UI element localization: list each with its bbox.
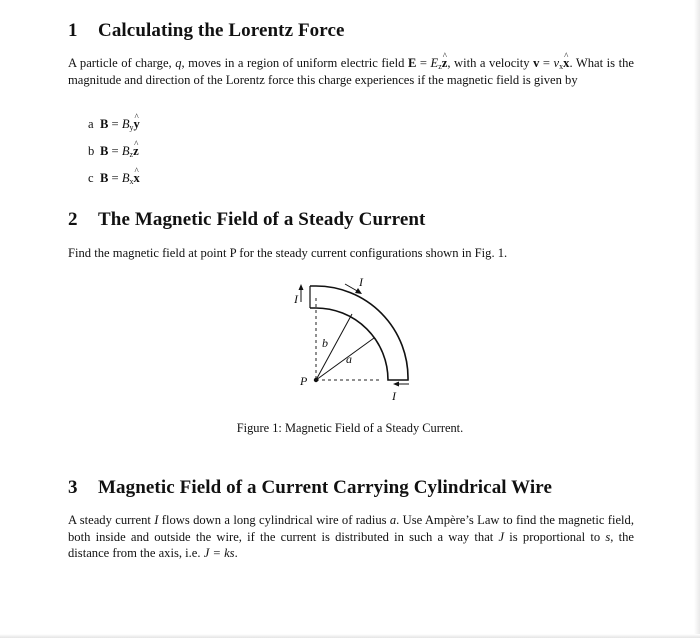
section-number: 1 xyxy=(68,20,78,41)
section-3-paragraph: A steady current I flows down a long cylindrical wire of radius a. Use Ampère’s Law to find the magnetic field, both inside and outside the wire, if the current is distributed in such a way that J is proportional to s, the distance from the axis, i.e. J = ks. xyxy=(68,513,635,560)
section-2-heading xyxy=(68,209,425,231)
section-2-paragraph: Find the magnetic field at point P for the steady current configurations shown in Fig. 1. xyxy=(68,246,508,260)
wire-loop xyxy=(310,286,408,380)
label-I-bottom: I xyxy=(392,389,396,403)
label-I-top: I xyxy=(359,276,363,289)
section-title: Magnetic Field of a Current Carrying Cylindrical Wire xyxy=(98,477,553,498)
point-p xyxy=(314,378,318,382)
page-edge-shadow xyxy=(694,0,700,638)
subquestion-a: a $B = B_yy$ ^ xyxy=(88,116,140,132)
section-1-paragraph: A particle of charge, q, moves in a region of uniform electric field $E = E_zz$ ^, with a velocity $v = v_xx$ ^. What is the magnitude and direction of the Lorentz force this charge experiences if the magnetic field is given by xyxy=(68,55,634,88)
section-title: The Magnetic Field of a Steady Current xyxy=(98,209,426,230)
subquestion-c: c $B = B_xx$ ^ xyxy=(88,170,140,186)
section-number: 2 xyxy=(68,209,78,230)
section-title: Calculating the Lorentz Force xyxy=(98,20,345,41)
label-b: b xyxy=(322,336,328,350)
section-number: 3 xyxy=(68,477,78,498)
page-bottom-shadow xyxy=(0,634,700,638)
section-3-heading xyxy=(68,477,552,499)
label-P: P xyxy=(300,374,308,388)
current-loop-figure xyxy=(290,276,420,406)
subquestion-b: b $B = B_zz$ ^ xyxy=(88,143,139,159)
label-a: a xyxy=(346,352,352,366)
section-1-heading xyxy=(68,20,345,42)
label-I-left: I xyxy=(294,292,298,306)
figure-caption: Figure 1: Magnetic Field of a Steady Current. xyxy=(236,421,464,435)
